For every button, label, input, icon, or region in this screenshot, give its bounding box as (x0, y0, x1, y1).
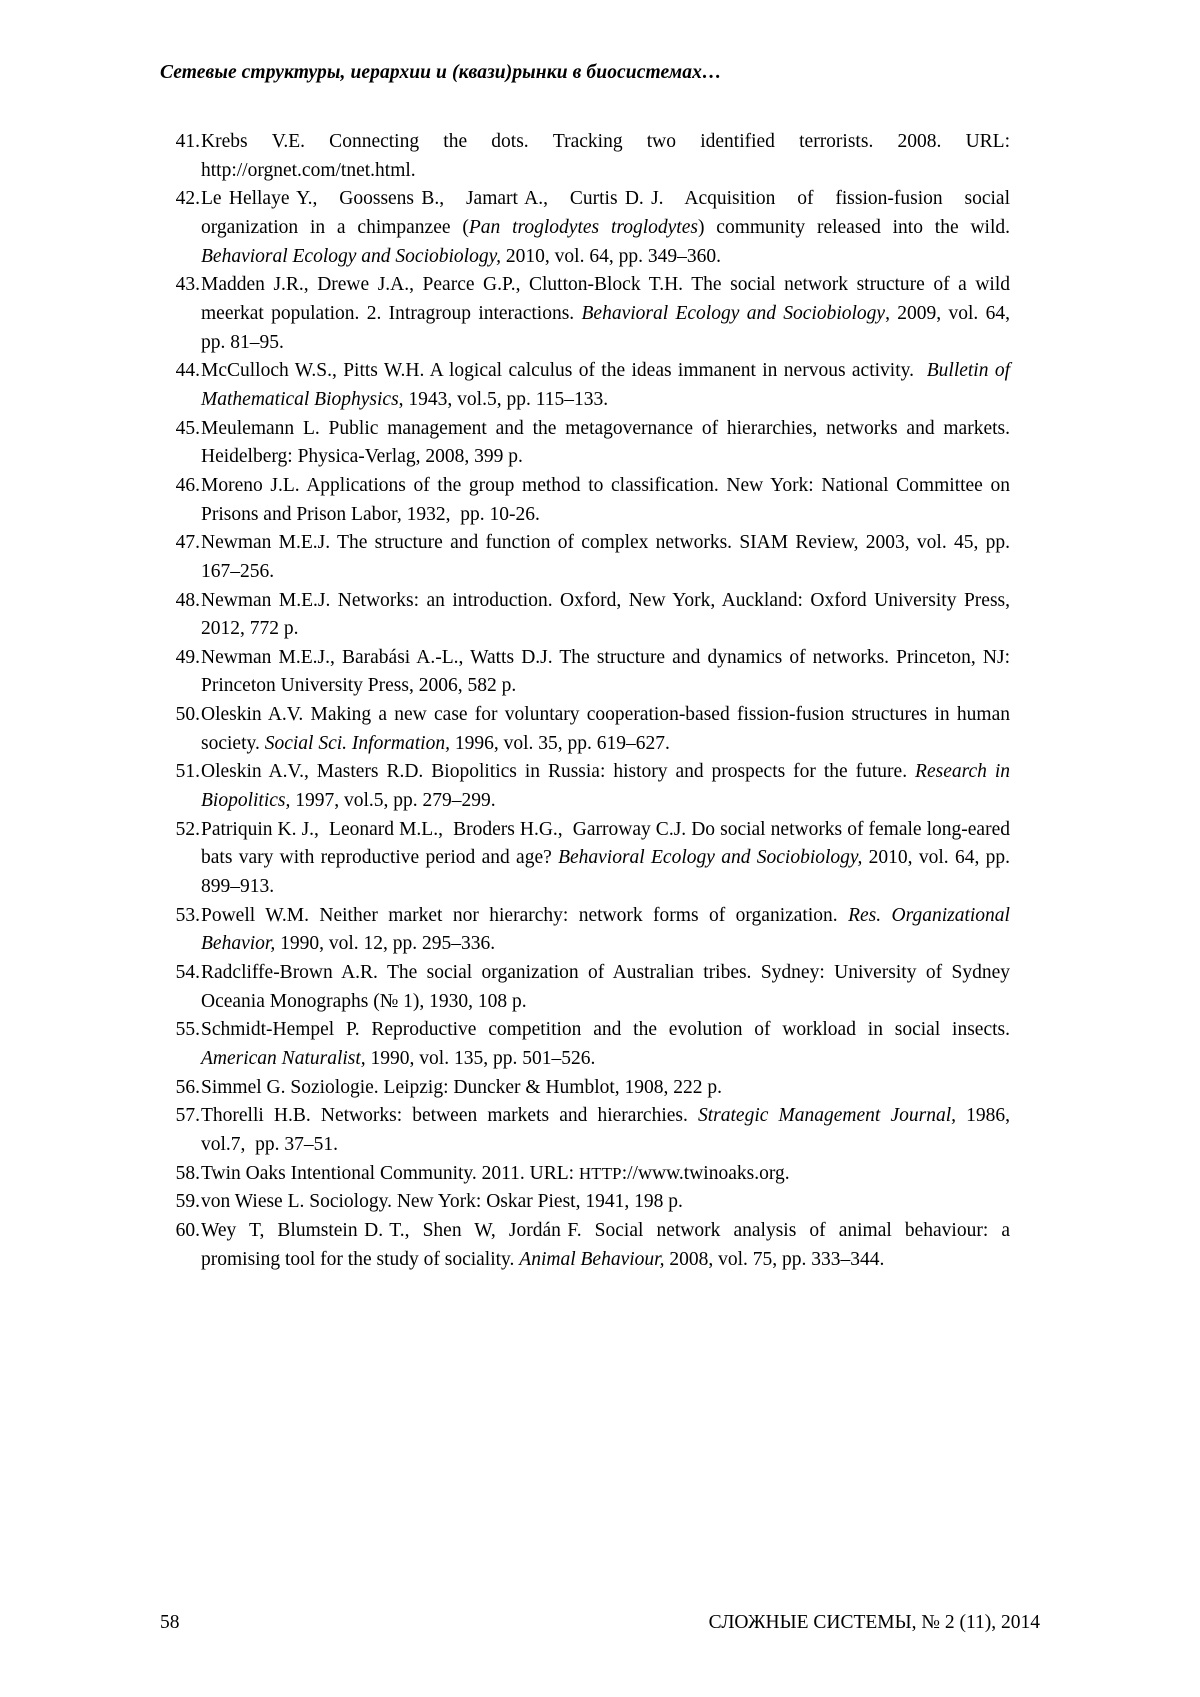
reference-number: 49. (175, 646, 200, 668)
reference-text: Patriquin K. J., Leonard M.L., Broders H.G., Garroway C.J. Do social networks of female long-eared bats vary with reproductive period and age? Behavioral Ecology and Sociobiology, 2010, vol. 64, pp. 899–913. (201, 818, 1010, 898)
reference-item (160, 816, 1010, 902)
reference-item (160, 587, 1010, 644)
reference-item (160, 1188, 1010, 1217)
reference-text: Madden J.R., Drewe J.A., Pearce G.P., Clutton-Block T.H. The social network structure of a wild meerkat population. 2. Intragroup interactions. Behavioral Ecology and Sociobiology, 2009, vol. 64, pp. 81–95. (201, 274, 1010, 353)
reference-item (160, 1016, 1010, 1073)
reference-text: Wey T, Blumstein D. T., Shen W, Jordán F. Social network analysis of animal behaviour: a promising tool for the study of sociality. Animal Behaviour, 2008, vol. 75, pp. 333–344. (201, 1219, 1010, 1270)
reference-number: 55. (175, 1019, 200, 1041)
reference-number: 43. (175, 274, 200, 296)
reference-number: 60. (175, 1219, 200, 1241)
reference-text: von Wiese L. Sociology. New York: Oskar Piest, 1941, 198 p. (201, 1191, 683, 1213)
page-footer (0, 1612, 1200, 1642)
reference-item (160, 701, 1010, 758)
reference-number: 41. (175, 131, 200, 152)
reference-item (160, 357, 1010, 414)
reference-number: 58. (175, 1162, 200, 1184)
reference-number: 47. (175, 532, 200, 554)
reference-list (160, 128, 1010, 1274)
reference-text: Oleskin A.V. Making a new case for voluntary cooperation-based fission-fusion structures in human society. Social Sci. Information, 1996, vol. 35, pp. 619–627. (201, 704, 1010, 754)
reference-text: Meulemann L. Public management and the metagovernance of hierarchies, networks and markets. Heidelberg: Physica-Verlag, 2008, 399 p. (201, 417, 1010, 468)
reference-text: Newman M.E.J., Barabási A.-L., Watts D.J. The structure and dynamics of networks. Princeton, NJ: Princeton University Press, 2006, 582 p. (201, 646, 1010, 697)
reference-text: Powell W.M. Neither market nor hierarchy: network forms of organization. Res. Organizational Behavior, 1990, vol. 12, pp. 295–336. (201, 904, 1010, 955)
reference-text: McCulloch W.S., Pitts W.H. A logical calculus of the ideas immanent in nervous activity. Bulletin of Mathematical Biophysics, 1943, vol.5, pp. 115–133. (201, 360, 1011, 410)
reference-number: 51. (175, 761, 200, 783)
reference-item (160, 644, 1010, 701)
reference-text: Newman M.E.J. The structure and function of complex networks. SIAM Review, 2003, vol. 45, pp. 167–256. (201, 532, 1010, 582)
reference-item (160, 959, 1010, 1016)
reference-number: 45. (175, 417, 200, 439)
reference-text: Twin Oaks Intentional Community. 2011. URL: HTTP://www.twinoaks.org. (201, 1162, 790, 1184)
reference-number: 48. (175, 589, 200, 611)
reference-item (160, 1102, 1010, 1159)
reference-number: 42. (175, 188, 200, 210)
reference-text: Le Hellaye Y., Goossens B., Jamart A., Curtis D. J. Acquisition of fission-fusion social organization in a chimpanzee (Pan troglodytes troglodytes) community released into the wild. Behavioral Ecology and Sociobiology, 2010, vol. 64, pp. 349–360. (201, 188, 1010, 267)
journal-citation: СЛОЖНЫЕ СИСТЕМЫ, № 2 (11), 2014 (708, 1612, 1040, 1633)
reference-item (160, 128, 1010, 185)
reference-number: 56. (175, 1076, 200, 1098)
page-number: 58 (160, 1612, 180, 1633)
reference-item (160, 758, 1010, 815)
reference-item (160, 529, 1010, 586)
reference-item (160, 1217, 1010, 1274)
reference-text: Thorelli H.B. Networks: between markets and hierarchies. Strategic Management Journal, 1986, vol.7, pp. 37–51. (201, 1105, 1010, 1155)
reference-item (160, 185, 1010, 271)
reference-text: Oleskin A.V., Masters R.D. Biopolitics in Russia: history and prospects for the future. Research in Biopolitics, 1997, vol.5, pp. 279–299. (201, 761, 1011, 812)
reference-number: 54. (175, 962, 200, 984)
reference-number: 50. (175, 704, 200, 726)
reference-number: 52. (175, 818, 200, 840)
reference-number: 57. (175, 1105, 200, 1127)
reference-number: 44. (175, 360, 200, 382)
reference-number: 46. (175, 474, 200, 496)
running-head: Сетевые структуры, иерархии и (квази)рынки в биосистемах… (160, 62, 722, 83)
reference-item (160, 472, 1010, 529)
reference-text: Newman M.E.J. Networks: an introduction. Oxford, New York, Auckland: Oxford University Press, 2012, 772 p. (201, 589, 1010, 640)
reference-number: 53. (175, 904, 200, 926)
reference-text: Moreno J.L. Applications of the group method to classification. New York: National Committee on Prisons and Prison Labor, 1932, pp. 10-26. (201, 474, 1010, 525)
reference-text: Radcliffe-Brown A.R. The social organization of Australian tribes. Sydney: University of Sydney Oceania Monographs (№ 1), 1930, 108 p. (201, 962, 1010, 1012)
reference-item (160, 271, 1010, 357)
reference-item (160, 1160, 1010, 1189)
reference-text: Simmel G. Soziologie. Leipzig: Duncker & Humblot, 1908, 222 p. (201, 1076, 723, 1098)
reference-text: Schmidt-Hempel P. Reproductive competition and the evolution of workload in social insects. American Naturalist, 1990, vol. 135, pp. 501–526. (201, 1019, 1010, 1069)
reference-item (160, 902, 1010, 959)
reference-text: Krebs V.E. Connecting the dots. Tracking two identified terrorists. 2008. URL: http://orgnet.com/tnet.html. (201, 131, 1010, 181)
reference-number: 59. (175, 1191, 200, 1213)
reference-item (160, 1074, 1010, 1103)
reference-item (160, 415, 1010, 472)
